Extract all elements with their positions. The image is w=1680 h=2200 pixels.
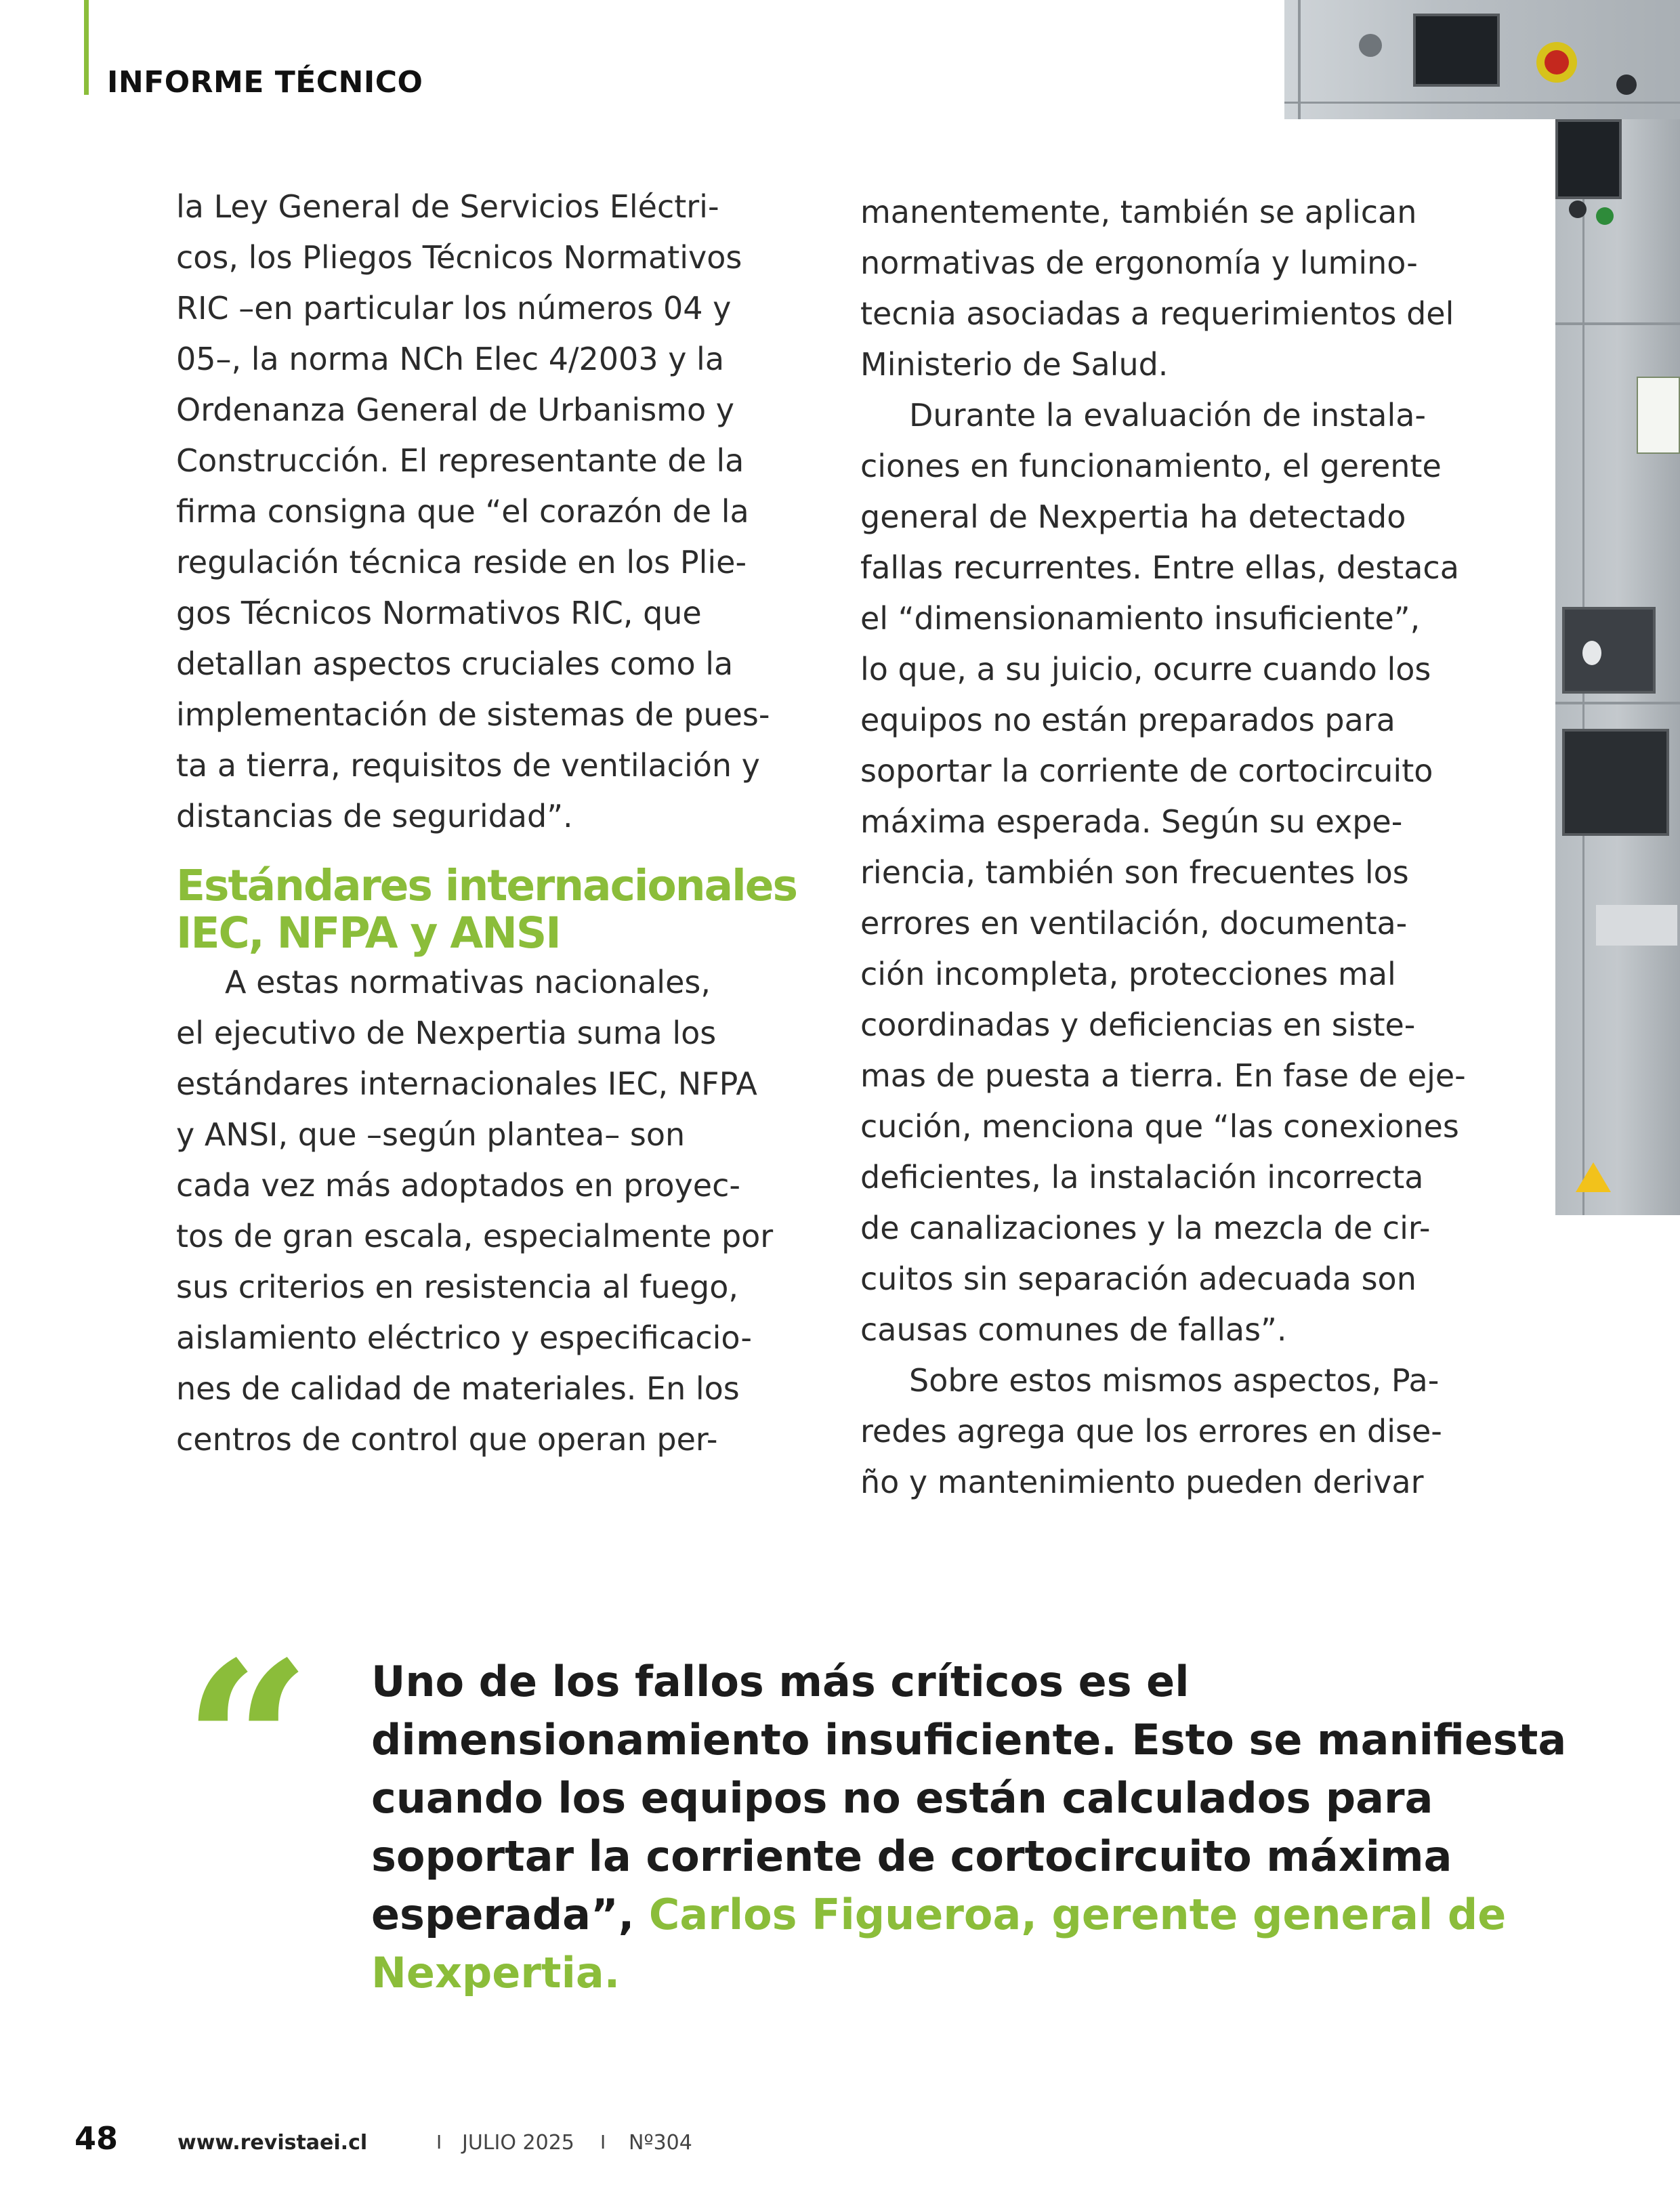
text-line: ción incompleta, protecciones mal <box>860 956 1396 992</box>
text-line: sus criterios en resistencia al fuego, <box>176 1269 739 1305</box>
text-line: el ejecutivo de Nexpertia suma los <box>176 1015 717 1051</box>
subheading-line: Estándares internacionales <box>176 861 797 910</box>
text-line: y ANSI, que –según plantea– son <box>176 1116 686 1153</box>
pull-quote <box>371 1653 1567 2002</box>
text-line: equipos no están preparados para <box>860 702 1395 738</box>
quote-line: dimensionamiento insuficiente. Esto se manifiesta <box>371 1715 1567 1764</box>
text-line: cución, menciona que “las conexiones <box>860 1108 1459 1145</box>
text-line: deficientes, la instalación incorrecta <box>860 1159 1424 1196</box>
text-line: cada vez más adoptados en proyec- <box>176 1167 740 1204</box>
issue-number: Nº304 <box>629 2131 692 2155</box>
warning-icon <box>1576 1162 1611 1192</box>
subheading <box>176 862 806 957</box>
text-line: mas de puesta a tierra. En fase de eje- <box>860 1057 1466 1094</box>
text-line: implementación de sistemas de pues- <box>176 696 770 733</box>
text-line: Durante la evaluación de instala- <box>909 397 1427 433</box>
text-line: causas comunes de fallas”. <box>860 1311 1287 1348</box>
text-line: soportar la corriente de cortocircuito <box>860 753 1433 789</box>
text-line: coordinadas y deficiencias en siste- <box>860 1007 1416 1043</box>
page-number: 48 <box>75 2120 119 2157</box>
text-line: errores en ventilación, documenta- <box>860 905 1408 942</box>
text-line: 05–, la norma NCh Elec 4/2003 y la <box>176 341 725 377</box>
section-accent-bar <box>84 0 89 95</box>
quote-line: cuando los equipos no están calculados para <box>371 1773 1433 1823</box>
quote-line <box>371 1886 1523 1944</box>
paragraph <box>176 957 806 1465</box>
text-line: regulación técnica reside en los Plie- <box>176 544 747 580</box>
text-line: riencia, también son frecuentes los <box>860 854 1409 891</box>
quote-attribution: Nexpertia. <box>371 1948 621 1997</box>
text-line: redes agrega que los errores en dise- <box>860 1413 1442 1450</box>
text-line: estándares internacionales IEC, NFPA <box>176 1065 757 1102</box>
text-line: firma consigna que “el corazón de la <box>176 493 749 530</box>
switchgear-photo-top <box>1284 0 1680 119</box>
paragraph <box>860 390 1497 1355</box>
quote-text: esperada”, <box>371 1890 649 1939</box>
text-line: ta a tierra, requisitos de ventilación y <box>176 747 760 784</box>
website-link[interactable]: www.revistaei.cl <box>177 2131 368 2155</box>
quote-line: Uno de los fallos más críticos es el <box>371 1657 1190 1706</box>
text-line: Ministerio de Salud. <box>860 346 1169 383</box>
footer-separator: I <box>600 2131 606 2153</box>
text-line: lo que, a su juicio, ocurre cuando los <box>860 651 1431 688</box>
text-line: A estas normativas nacionales, <box>225 964 711 1000</box>
text-line: detallan aspectos cruciales como la <box>176 646 734 682</box>
text-line: ciones en funcionamiento, el gerente <box>860 448 1442 484</box>
section-label: INFORME TÉCNICO <box>107 65 423 100</box>
quote-attribution: Carlos Figueroa, gerente general de <box>648 1890 1507 1939</box>
text-line: Sobre estos mismos aspectos, Pa- <box>909 1362 1440 1399</box>
text-line: RIC –en particular los números 04 y <box>176 290 732 326</box>
text-line: la Ley General de Servicios Eléctri- <box>176 188 719 225</box>
paragraph <box>860 1355 1497 1508</box>
text-line: Construcción. El representante de la <box>176 442 744 479</box>
right-column <box>860 187 1497 1508</box>
text-line: Ordenanza General de Urbanismo y <box>176 392 734 428</box>
text-line: general de Nexpertia ha detectado <box>860 499 1406 535</box>
subheading-line: IEC, NFPA y ANSI <box>176 908 560 958</box>
text-line: tos de gran escala, especialmente por <box>176 1218 774 1254</box>
text-line: ño y mantenimiento pueden derivar <box>860 1464 1424 1500</box>
text-line: nes de calidad de materiales. En los <box>176 1370 740 1407</box>
switchgear-photo <box>1555 119 1680 1215</box>
left-column <box>176 182 806 1465</box>
text-line: tecnia asociadas a requerimientos del <box>860 295 1454 332</box>
text-line: el “dimensionamiento insuficiente”, <box>860 600 1421 637</box>
text-line: cos, los Pliegos Técnicos Normativos <box>176 239 742 276</box>
text-line: aislamiento eléctrico y especificacio- <box>176 1319 753 1356</box>
issue-date: JULIO 2025 <box>462 2131 574 2155</box>
text-line: fallas recurrentes. Entre ellas, destaca <box>860 549 1459 586</box>
quote-line: soportar la corriente de cortocircuito máxima <box>371 1832 1452 1881</box>
text-line: centros de control que operan per- <box>176 1421 718 1458</box>
text-line: distancias de seguridad”. <box>176 798 573 834</box>
text-line: manentemente, también se aplican <box>860 194 1417 230</box>
text-line: máxima esperada. Según su expe- <box>860 803 1403 840</box>
text-line: cuitos sin separación adecuada son <box>860 1261 1416 1297</box>
text-line: gos Técnicos Normativos RIC, que <box>176 595 702 631</box>
text-line: normativas de ergonomía y lumino- <box>860 245 1418 281</box>
quote-mark-icon: “ <box>183 1613 312 1876</box>
paragraph <box>176 182 806 842</box>
spacer <box>176 842 806 862</box>
text-line: de canalizaciones y la mezcla de cir- <box>860 1210 1431 1246</box>
footer-separator: I <box>436 2131 442 2153</box>
paragraph <box>860 187 1497 390</box>
